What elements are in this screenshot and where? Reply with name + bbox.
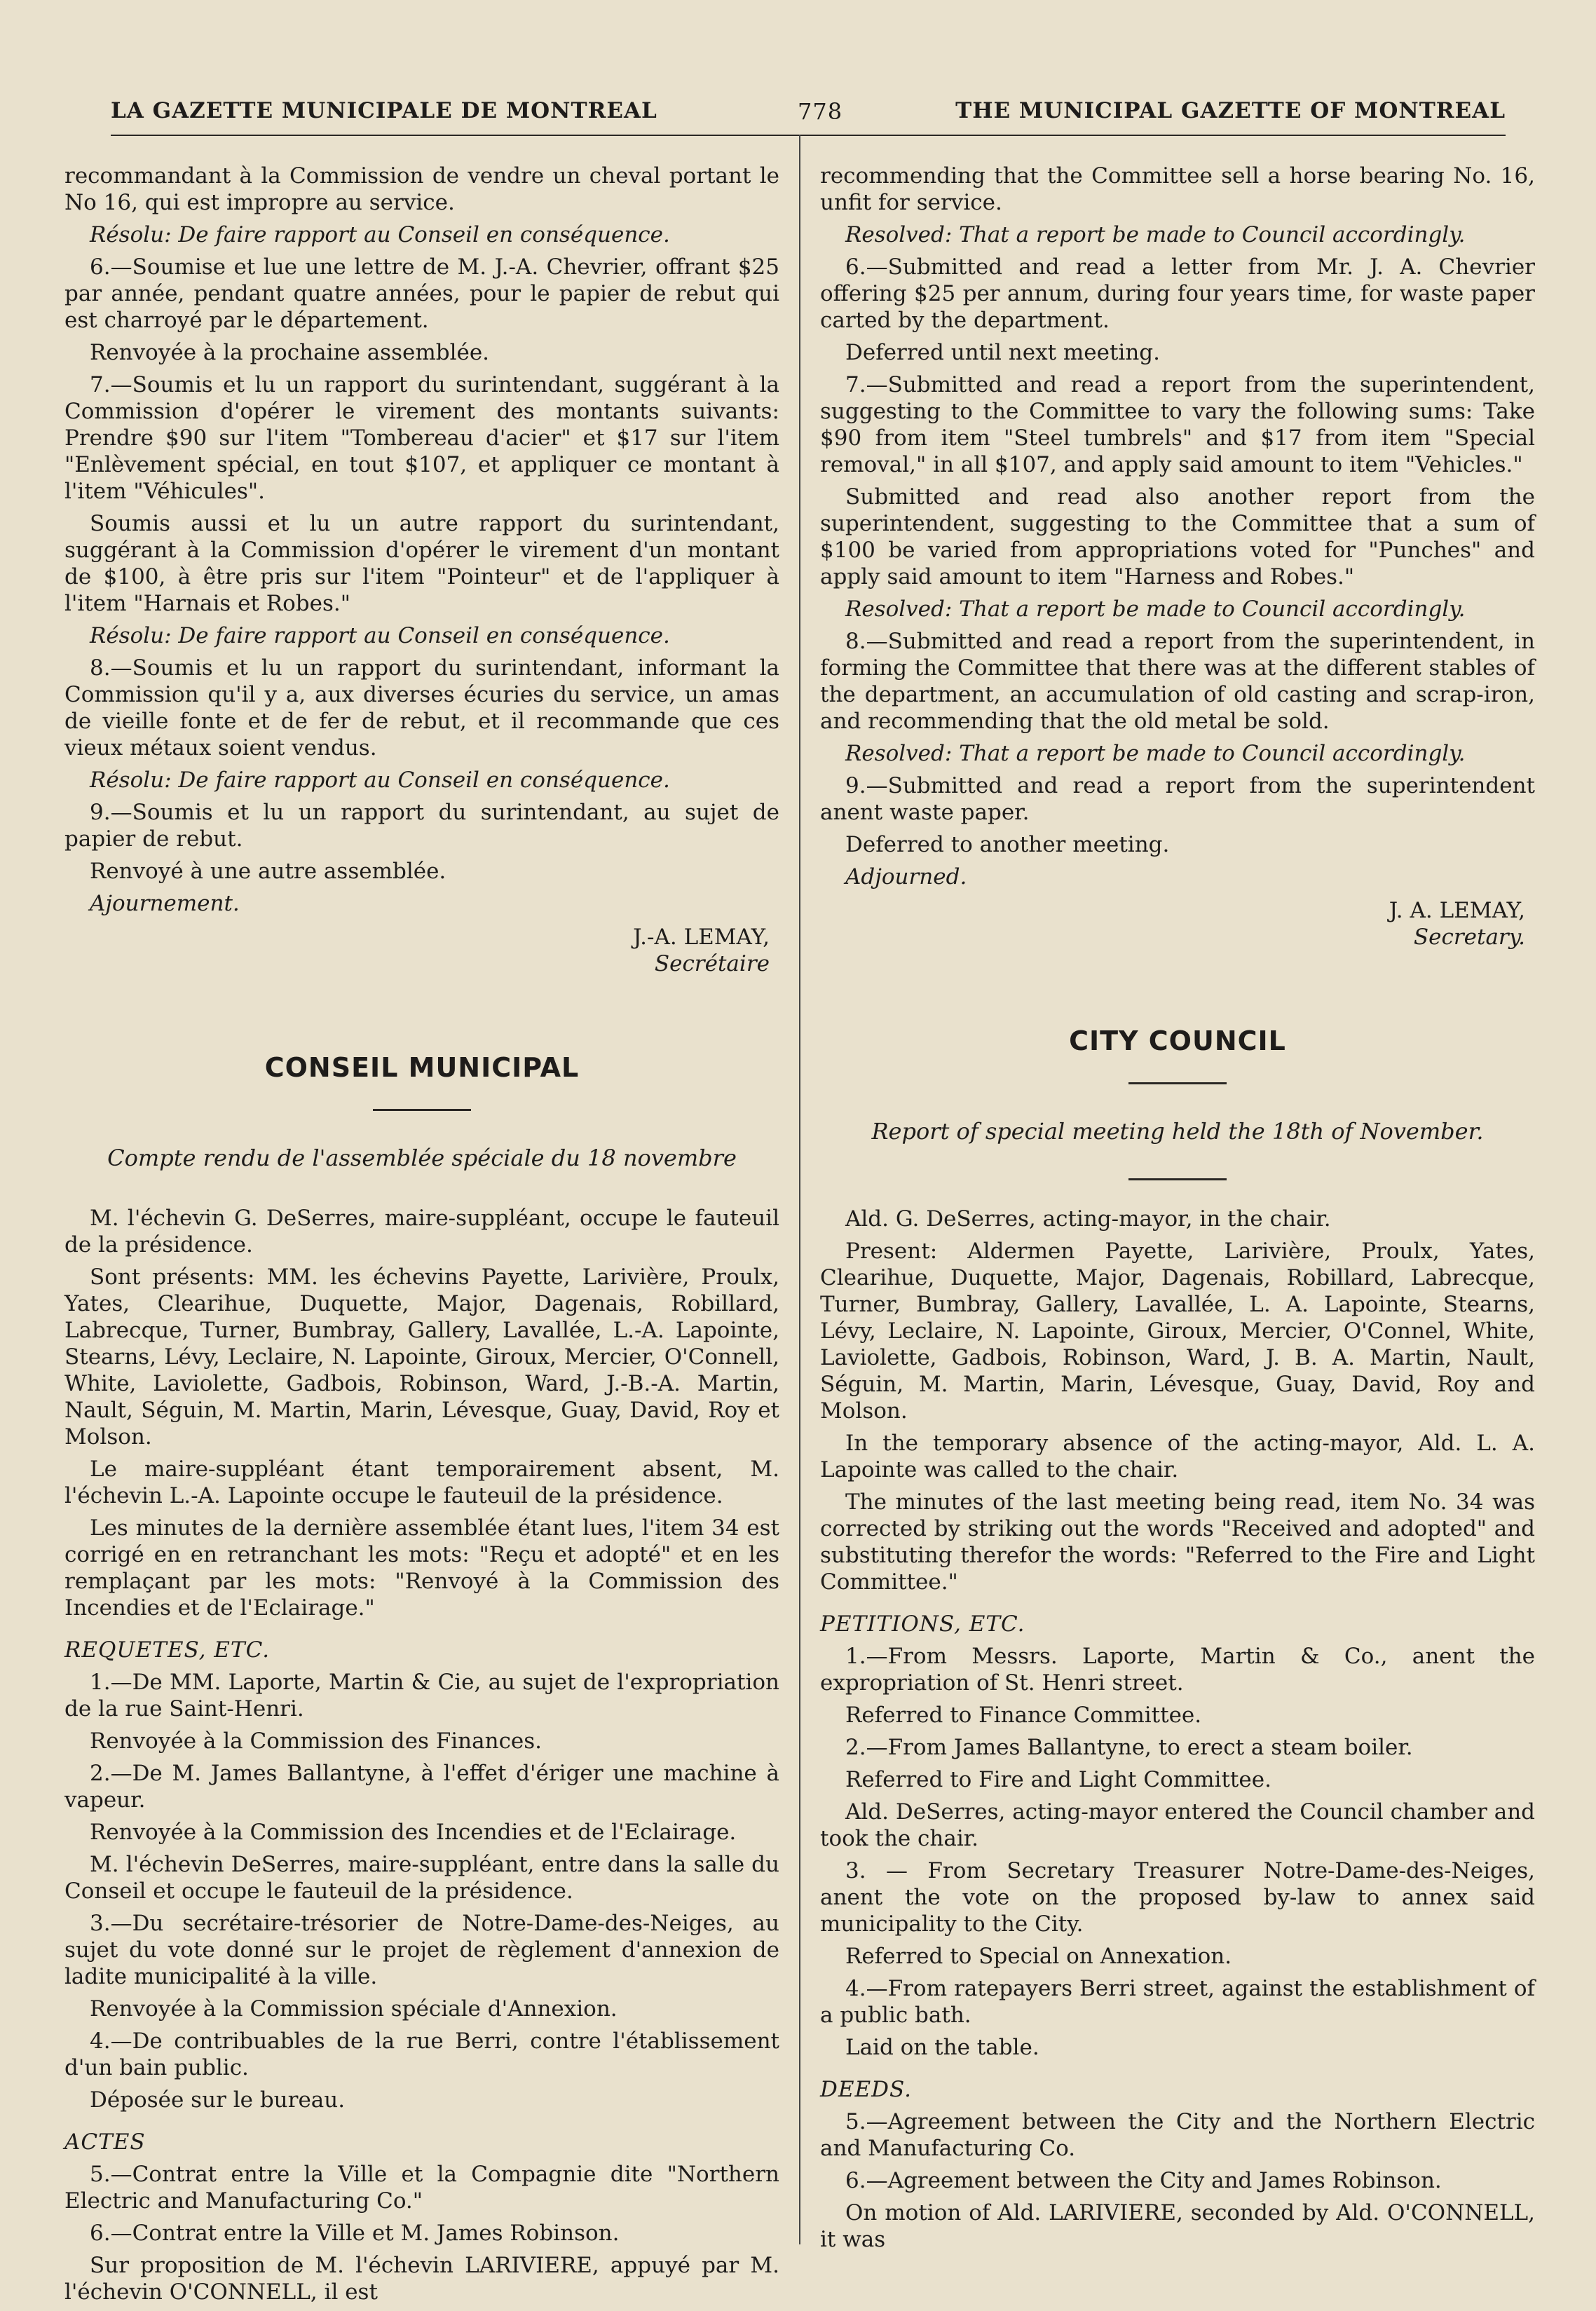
page-number: 778: [798, 98, 843, 125]
list-item: Renvoyée à la Commission des Finances.: [90, 1729, 543, 1754]
adjournment: Ajournement.: [90, 891, 240, 916]
resolution: Resolved: That a report be made to Council accordingly.: [845, 222, 1466, 247]
paragraph: 8.—Soumis et lu un rapport du surintendant, informant la Commission qu'il y a, aux diverses écuries du service, un amas de vieille fonte et de fer de rebut, et il recommande que ces vieux métaux soient vendus.: [64, 655, 779, 761]
paragraph: Ald. G. DeSerres, acting-mayor, in the chair.: [845, 1206, 1331, 1232]
section-rule: [1128, 1082, 1227, 1084]
list-item: Renvoyée à la Commission spéciale d'Annexion.: [90, 1996, 618, 2022]
subheading: DEEDS.: [820, 2077, 912, 2102]
english-column: [820, 163, 1535, 2258]
resolution: Résolu: De faire rapport au Conseil en conséquence.: [90, 768, 670, 793]
resolution: Resolved: That a report be made to Council accordingly.: [845, 597, 1466, 622]
paragraph: 7.—Soumis et lu un rapport du surintendant, suggérant à la Commission d'opérer le virement des montants suivants: Prendre $90 sur l'item "Tombereau d'acier" et $17 sur l'item "Enlèvement spécial, en tout $107, et appliquer ce montant à l'item "Véhicules".: [64, 372, 779, 504]
list-item: M. l'échevin DeSerres, maire-suppléant, entre dans la salle du Conseil et occupe le fauteuil de la présidence.: [64, 1852, 779, 1904]
list-item: 3.—Du secrétaire-trésorier de Notre-Dame-des-Neiges, au sujet du vote donné sur le projet de règlement d'annexion de ladite municipalité à la ville.: [64, 1911, 779, 1989]
list-item: 5.—Contrat entre la Ville et la Compagnie dite "Northern Electric and Manufacturing Co.": [64, 2162, 779, 2214]
list-item: 1.—De MM. Laporte, Martin & Cie, au sujet de l'expropriation de la rue Saint-Henri.: [64, 1670, 779, 1722]
french-column: [64, 163, 779, 2311]
subheading: ACTES: [64, 2129, 146, 2155]
subheading: PETITIONS, ETC.: [820, 1611, 1025, 1637]
header-rule: [111, 135, 1506, 136]
list-item: Referred to Special on Annexation.: [845, 1944, 1232, 1969]
paragraph: 6.—Soumise et lue une lettre de M. J.-A. Chevrier, offrant $25 par année, pendant quatre années, pour le papier de rebut qui est charroyé par le département.: [64, 254, 779, 333]
signature-block: [820, 897, 1535, 950]
resolution: Résolu: De faire rapport au Conseil en conséquence.: [90, 222, 670, 247]
paragraph: recommending that the Committee sell a horse bearing No. 16, unfit for service.: [820, 163, 1535, 215]
signature-name: J.-A. LEMAY,: [633, 925, 770, 950]
section-rule: [1128, 1178, 1227, 1180]
list-item: 5.—Agreement between the City and the Northern Electric and Manufacturing Co.: [820, 2109, 1535, 2161]
list-item: 4.—De contribuables de la rue Berri, contre l'établissement d'un bain public.: [64, 2029, 779, 2080]
section-rule: [373, 1109, 471, 1111]
list-item: Renvoyée à la Commission des Incendies et de l'Eclairage.: [90, 1820, 737, 1845]
list-item: 3. — From Secretary Treasurer Notre-Dame-des-Neiges, anent the vote on the proposed by-law to annex said municipality to the City.: [820, 1858, 1535, 1937]
paragraph: Renvoyé à une autre assemblée.: [90, 859, 446, 884]
signature-name: J. A. LEMAY,: [1389, 898, 1525, 923]
paragraph: The minutes of the last meeting being read, item No. 34 was corrected by striking out the words "Received and adopted" and substituting therefor the words: "Referred to the Fire and Light Committee.": [820, 1489, 1535, 1595]
paragraph: 7.—Submitted and read a report from the superintendent, suggesting to the Committee to vary the following sums: Take $90 from item "Steel tumbrels" and $17 from item "Special removal," in all $107, and apply said amount to item "Vehicles.": [820, 372, 1535, 477]
paragraph: 9.—Soumis et lu un rapport du surintendant, au sujet de papier de rebut.: [64, 800, 779, 852]
paragraph: Deferred to another meeting.: [845, 832, 1170, 857]
attendance-list: Present: Aldermen Payette, Larivière, Proulx, Yates, Clearihue, Duquette, Major, Dagenais, Robillard, Labrecque, Turner, Bumbray, Gallery, Lavallée, L. A. Lapointe, Stearns, Lévy, Leclaire, N. Lapointe, Giroux, Mercier, O'Connel, White, Laviolette, Gadbois, Robinson, Ward, J. B. A. Martin, Nault, Séguin, M. Martin, Marin, Lévesque, Guay, David, Roy and Molson.: [820, 1239, 1535, 1424]
list-item: 6.—Agreement between the City and James Robinson.: [845, 2168, 1442, 2193]
resolution: Résolu: De faire rapport au Conseil en conséquence.: [90, 623, 670, 648]
resolution: Resolved: That a report be made to Council accordingly.: [845, 741, 1466, 766]
paragraph: 9.—Submitted and read a report from the superintendent anent waste paper.: [820, 773, 1535, 825]
paragraph: Sur proposition de M. l'échevin LARIVIERE, appuyé par M. l'échevin O'CONNELL, il est: [64, 2253, 779, 2305]
adjournment: Adjourned.: [845, 864, 967, 889]
list-item: Laid on the table.: [845, 2035, 1039, 2060]
list-item: 4.—From ratepayers Berri street, against the establishment of a public bath.: [820, 1976, 1535, 2028]
paragraph: On motion of Ald. LARIVIERE, seconded by Ald. O'CONNELL, it was: [820, 2200, 1535, 2252]
paragraph: 6.—Submitted and read a letter from Mr. J. A. Chevrier offering $25 per annum, during four years time, for waste paper carted by the department.: [820, 254, 1535, 333]
paragraph: Soumis aussi et lu un autre rapport du surintendant, suggérant à la Commission d'opérer le virement d'un montant de $100, à être pris sur l'item "Pointeur" et de l'appliquer à l'item "Harnais et Robes.": [64, 511, 779, 616]
column-divider: [799, 135, 800, 2244]
header-title-english: THE MUNICIPAL GAZETTE OF MONTREAL: [955, 98, 1506, 123]
list-item: 2.—From James Ballantyne, to erect a steam boiler.: [845, 1735, 1413, 1760]
page-header: [111, 98, 1506, 133]
paragraph: Submitted and read also another report from the superintendent, suggesting to the Committee that a sum of $100 be varied from appropriations voted for "Punches" and apply said amount to item "Harness and Robes.": [820, 484, 1535, 589]
list-item: 2.—De M. James Ballantyne, à l'effet d'ériger une machine à vapeur.: [64, 1761, 779, 1813]
paragraph: Renvoyée à la prochaine assemblée.: [90, 340, 490, 365]
paragraph: Deferred until next meeting.: [845, 340, 1161, 365]
header-title-french: LA GAZETTE MUNICIPALE DE MONTREAL: [111, 98, 657, 123]
signature-block: [64, 924, 779, 977]
list-item: 1.—From Messrs. Laporte, Martin & Co., anent the expropriation of St. Henri street.: [820, 1644, 1535, 1696]
signature-title: Secretary.: [1413, 925, 1525, 950]
paragraph: Le maire-suppléant étant temporairement absent, M. l'échevin L.-A. Lapointe occupe le fauteuil de la présidence.: [64, 1457, 779, 1508]
section-subtitle: Report of special meeting held the 18th of November.: [871, 1118, 1484, 1145]
list-item: Déposée sur le bureau.: [90, 2087, 346, 2113]
list-item: Referred to Finance Committee.: [845, 1703, 1202, 1728]
paragraph: 8.—Submitted and read a report from the superintendent, in forming the Committee that there was at the different stables of the department, an accumulation of old casting and scrap-iron, and recommending that the old metal be sold.: [820, 629, 1535, 734]
subheading: REQUETES, ETC.: [64, 1637, 271, 1663]
list-item: Ald. DeSerres, acting-mayor entered the Council chamber and took the chair.: [820, 1799, 1535, 1851]
section-subtitle: Compte rendu de l'assemblée spéciale du 18 novembre: [107, 1145, 737, 1171]
paragraph: M. l'échevin G. DeSerres, maire-suppléant, occupe le fauteuil de la présidence.: [64, 1206, 779, 1257]
section-title: CITY COUNCIL: [1069, 1025, 1286, 1056]
list-item: 6.—Contrat entre la Ville et M. James Robinson.: [90, 2221, 620, 2246]
paragraph: In the temporary absence of the acting-mayor, Ald. L. A. Lapointe was called to the chair.: [820, 1431, 1535, 1482]
paragraph: Les minutes de la dernière assemblée étant lues, l'item 34 est corrigé en en retranchant les mots: "Reçu et adopté" et en les remplaçant par les mots: "Renvoyé à la Commission des Incendies et de l'Eclairage.": [64, 1515, 779, 1621]
paragraph: recommandant à la Commission de vendre un cheval portant le No 16, qui est impropre au service.: [64, 163, 779, 215]
attendance-list: Sont présents: MM. les échevins Payette, Larivière, Proulx, Yates, Clearihue, Duquette, Major, Dagenais, Robillard, Labrecque, Turner, Bumbray, Gallery, Lavallée, L.-A. Lapointe, Stearns, Lévy, Leclaire, N. Lapointe, Giroux, Mercier, O'Connell, White, Laviolette, Gadbois, Robinson, Ward, J.-B.-A. Martin, Nault, Séguin, M. Martin, Marin, Lévesque, Guay, David, Roy et Molson.: [64, 1264, 779, 1450]
signature-title: Secrétaire: [654, 951, 770, 976]
list-item: Referred to Fire and Light Committee.: [845, 1767, 1271, 1792]
section-title: CONSEIL MUNICIPAL: [264, 1052, 580, 1083]
